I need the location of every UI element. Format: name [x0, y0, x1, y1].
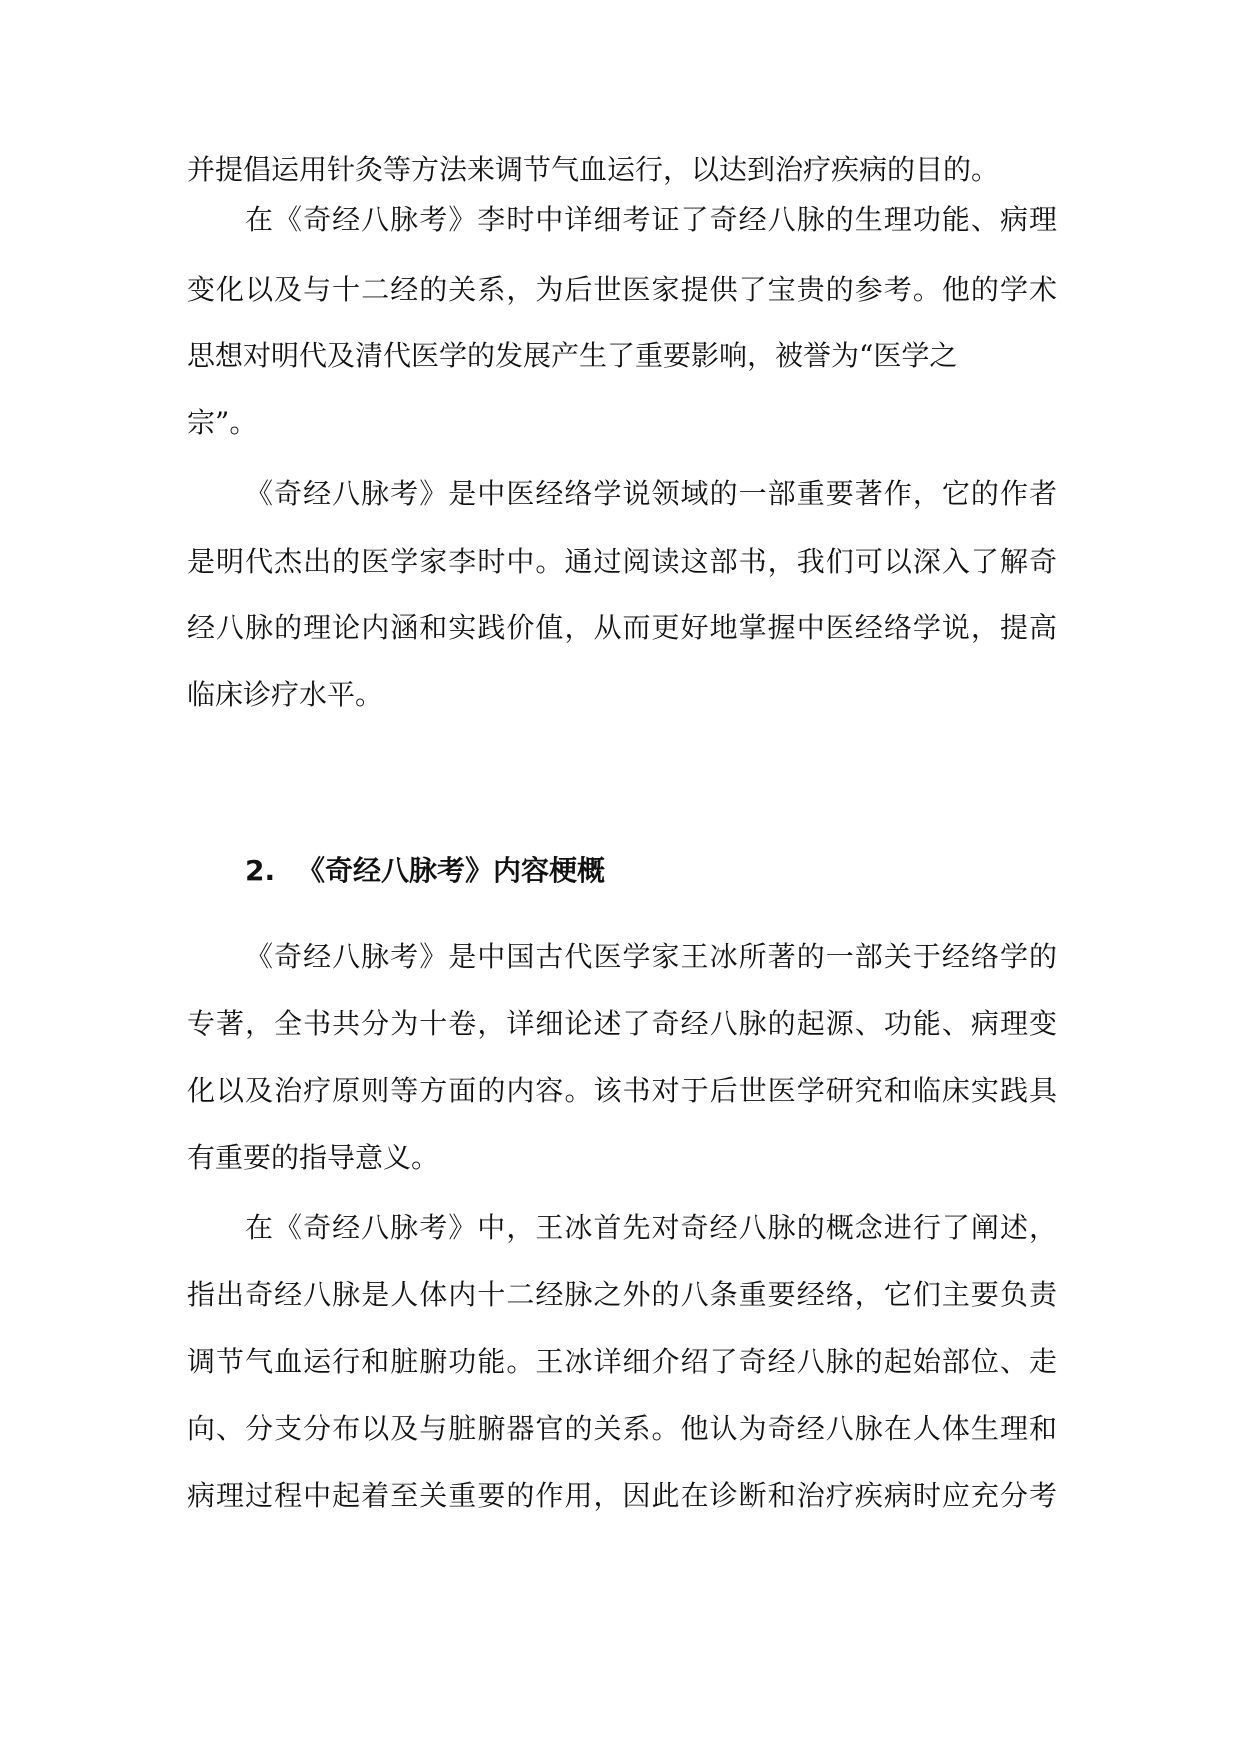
section-number: 2. [245, 854, 276, 887]
paragraph-line: 向、分支分布以及与脏腑器官的关系。他认为奇经八脉在人体生理和 [187, 1412, 1057, 1445]
paragraph-line: 调节气血运行和脏腑功能。王冰详细介绍了奇经八脉的起始部位、走 [187, 1345, 1057, 1378]
section-title: 《奇经八脉考》内容梗概 [297, 854, 606, 887]
paragraph-line: 《奇经八脉考》是中医经络学说领域的一部重要著作，它的作者 [245, 477, 1057, 510]
paragraph-line: 临床诊疗水平。 [187, 678, 384, 711]
paragraph-line: 《奇经八脉考》是中国古代医学家王冰所著的一部关于经络学的 [245, 940, 1057, 973]
paragraph-line: 是明代杰出的医学家李时中。通过阅读这部书，我们可以深入了解奇 [187, 545, 1057, 578]
section-heading [245, 843, 605, 899]
text-line: 并提倡运用针灸等方法来调节气血运行，以达到治疗疾病的目的。 [187, 153, 1000, 186]
paragraph-line: 指出奇经八脉是人体内十二经脉之外的八条重要经络，它们主要负责 [187, 1278, 1057, 1311]
paragraph-line: 变化以及与十二经的关系，为后世医家提供了宝贵的参考。他的学术 [187, 273, 1057, 306]
paragraph-line: 专著，全书共分为十卷，详细论述了奇经八脉的起源、功能、病理变 [187, 1007, 1057, 1040]
paragraph-line: 有重要的指导意义。 [187, 1141, 440, 1174]
paragraph-line: 在《奇经八脉考》中，王冰首先对奇经八脉的概念进行了阐述， [245, 1211, 1057, 1244]
paragraph-line: 思想对明代及清代医学的发展产生了重要影响，被誉为“医学之 [187, 339, 958, 372]
paragraph-line: 病理过程中起着至关重要的作用，因此在诊断和治疗疾病时应充分考 [187, 1479, 1057, 1512]
paragraph-line: 在《奇经八脉考》李时中详细考证了奇经八脉的生理功能、病理 [245, 203, 1057, 236]
paragraph-line: 化以及治疗原则等方面的内容。该书对于后世医学研究和临床实践具 [187, 1074, 1057, 1107]
paragraph-line: 经八脉的理论内涵和实践价值，从而更好地掌握中医经络学说，提高 [187, 611, 1057, 644]
paragraph-line: 宗”。 [187, 406, 258, 439]
